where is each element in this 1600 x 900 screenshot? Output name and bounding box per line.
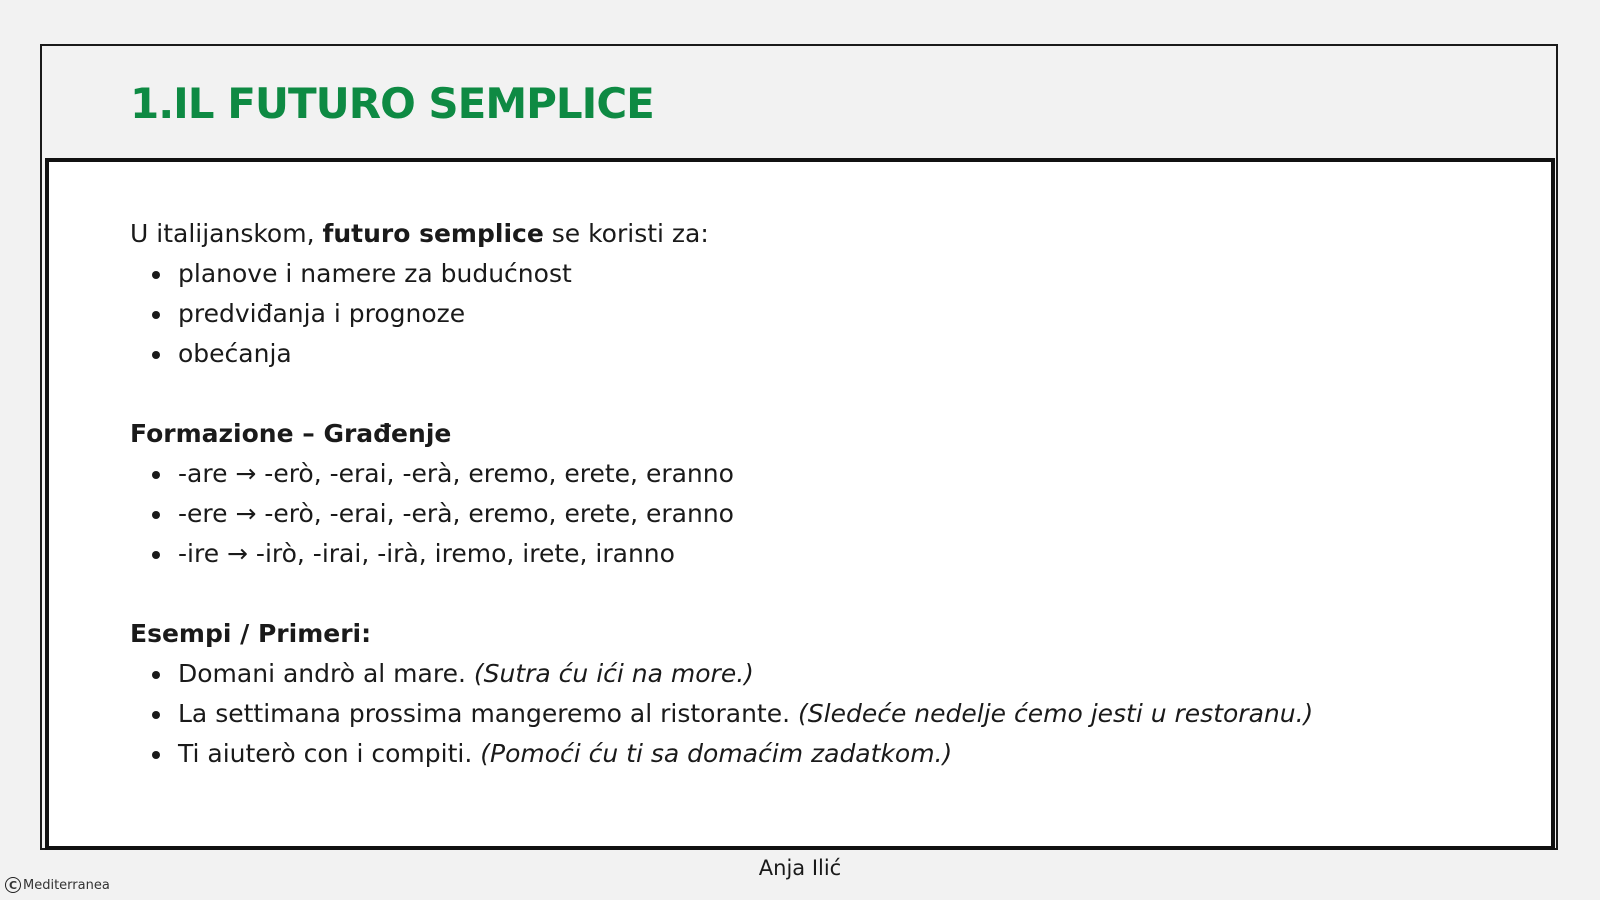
list-item bbox=[178, 654, 1511, 694]
formation-heading: Formazione – Građenje bbox=[130, 419, 452, 448]
list-item: obećanja bbox=[178, 334, 1511, 374]
intro-suffix: se koristi za: bbox=[543, 219, 709, 248]
list-item: predviđanja i prognoze bbox=[178, 294, 1511, 334]
content-body bbox=[130, 214, 1511, 774]
list-item: -are → -erò, -erai, -erà, eremo, erete, eranno bbox=[178, 454, 1511, 494]
example-italian: Domani andrò al mare. bbox=[178, 659, 474, 688]
examples-list bbox=[130, 654, 1511, 774]
credit-text: Mediterranea bbox=[23, 877, 110, 893]
intro-prefix: U italijanskom, bbox=[130, 219, 323, 248]
list-item bbox=[178, 734, 1511, 774]
list-item: -ire → -irò, -irai, -irà, iremo, irete, iranno bbox=[178, 534, 1511, 574]
example-translation: (Pomoći ću ti sa domaćim zadatkom.) bbox=[480, 739, 953, 768]
slide-title: 1.IL FUTURO SEMPLICE bbox=[130, 79, 654, 128]
example-translation: (Sledeće nedelje ćemo jesti u restoranu.) bbox=[798, 699, 1314, 728]
list-item: planove i namere za budućnost bbox=[178, 254, 1511, 294]
examples-heading: Esempi / Primeri: bbox=[130, 619, 372, 648]
intro-bold-term: futuro semplice bbox=[322, 219, 544, 248]
content-box bbox=[45, 158, 1555, 850]
example-italian: La settimana prossima mangeremo al ristorante. bbox=[178, 699, 798, 728]
formation-list bbox=[130, 454, 1511, 574]
copyright-icon: C bbox=[5, 877, 21, 893]
example-italian: Ti aiuterò con i compiti. bbox=[178, 739, 481, 768]
list-item: -ere → -erò, -erai, -erà, eremo, erete, eranno bbox=[178, 494, 1511, 534]
uses-list bbox=[130, 254, 1511, 374]
author-name: Anja Ilić bbox=[758, 856, 842, 880]
copyright-credit bbox=[5, 877, 110, 893]
example-translation: (Sutra ću ići na more.) bbox=[473, 659, 754, 688]
intro-text bbox=[130, 214, 1511, 254]
list-item bbox=[178, 694, 1511, 734]
